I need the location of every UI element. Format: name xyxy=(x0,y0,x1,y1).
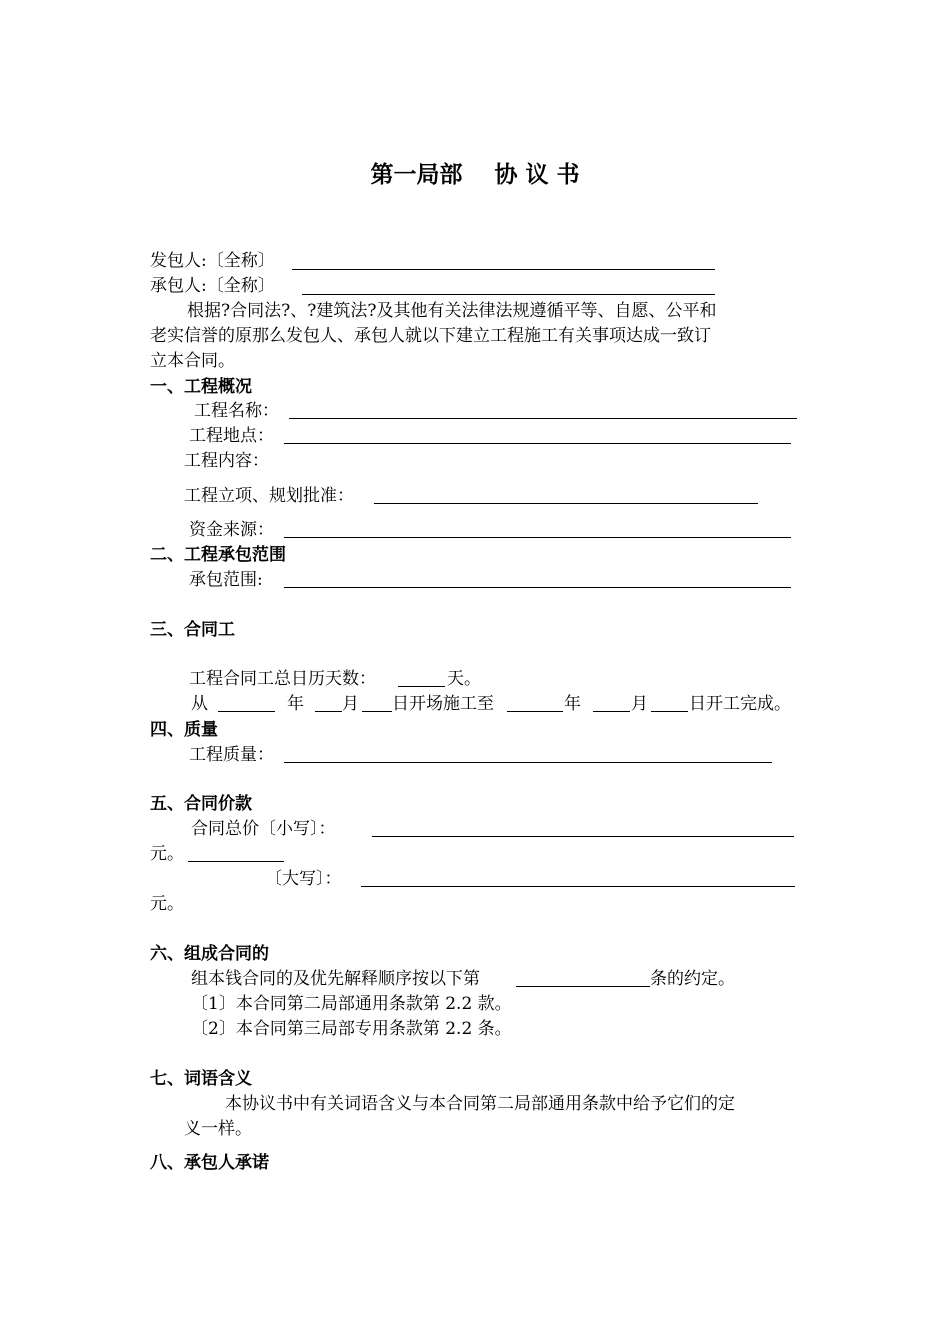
terms-line-2: 义一样。 xyxy=(184,1119,252,1139)
section-6-heading: 六、组成合同的 xyxy=(150,944,269,964)
quality-blank[interactable] xyxy=(284,762,772,763)
intro-line-1: 根据?合同法?、?建筑法?及其他有关法律法规遵循平等、自愿、公平和 xyxy=(187,301,717,321)
yuan-big: 元。 xyxy=(150,894,184,914)
project-approval-label: 工程立项、规划批准： xyxy=(184,486,354,506)
price-big-label: 〔大写〕： xyxy=(265,869,342,889)
end-text: 日开工完成。 xyxy=(689,694,791,714)
start-year-blank[interactable] xyxy=(218,711,275,712)
section-5-heading: 五、合同价款 xyxy=(150,794,252,814)
scope-blank[interactable] xyxy=(284,587,791,588)
yuan-small: 元。 xyxy=(150,844,184,864)
project-location-blank[interactable] xyxy=(284,443,791,444)
price-small-blank[interactable] xyxy=(372,836,794,837)
section-8-heading: 八、承包人承诺 xyxy=(150,1153,269,1173)
contractor-name-blank[interactable] xyxy=(302,294,715,295)
project-name-label: 工程名称： xyxy=(194,401,279,421)
total-days-blank[interactable] xyxy=(398,686,445,687)
quality-label: 工程质量： xyxy=(189,745,274,765)
contract-doc-item-2: 〔2〕本合同第三局部专用条款第 2.2 条。 xyxy=(191,1019,512,1039)
contract-doc-item-1: 〔1〕本合同第二局部通用条款第 2.2 款。 xyxy=(191,994,512,1014)
section-1-heading: 一、工程概况 xyxy=(150,377,252,397)
intro-line-3: 立本合同。 xyxy=(150,351,235,371)
price-small-label: 合同总价〔小写〕： xyxy=(191,819,336,839)
total-days-label: 工程合同工总日历天数： xyxy=(189,669,376,689)
end-day-blank[interactable] xyxy=(651,711,688,712)
project-name-blank[interactable] xyxy=(289,418,797,419)
start-month-label: 月 xyxy=(342,694,359,714)
end-year-blank[interactable] xyxy=(507,711,563,712)
end-month-label: 月 xyxy=(631,694,648,714)
project-location-label: 工程地点： xyxy=(189,426,274,446)
employer-name-blank[interactable] xyxy=(292,269,715,270)
section-7-heading: 七、词语含义 xyxy=(150,1069,252,1089)
start-year-label: 年 xyxy=(287,694,304,714)
price-big-blank[interactable] xyxy=(361,886,795,887)
end-year-label: 年 xyxy=(564,694,581,714)
contract-docs-blank[interactable] xyxy=(516,986,650,987)
contract-docs-text: 组本钱合同的及优先解释顺序按以下第 xyxy=(191,969,480,989)
days-unit: 天。 xyxy=(447,669,481,689)
start-month-blank[interactable] xyxy=(315,711,342,712)
end-month-blank[interactable] xyxy=(593,711,630,712)
document-title: 第一局部 协 议 书 xyxy=(370,162,580,188)
intro-line-2: 老实信誉的原那么发包人、承包人就以下建立工程施工有关事项达成一致订 xyxy=(150,326,711,346)
project-content-label: 工程内容： xyxy=(184,451,269,471)
price-small-continue-blank[interactable] xyxy=(188,861,284,862)
section-4-heading: 四、质量 xyxy=(150,720,218,740)
contractor-label: 承包人:〔全称〕 xyxy=(150,276,275,296)
contract-docs-text-end: 条的约定。 xyxy=(650,969,735,989)
terms-line-1: 本协议书中有关词语含义与本合同第二局部通用条款中给予它们的定 xyxy=(225,1094,735,1114)
start-text: 日开场施工至 xyxy=(392,694,494,714)
scope-label: 承包范围: xyxy=(189,570,263,590)
section-3-heading: 三、合同工 xyxy=(150,620,235,640)
from-label: 从 xyxy=(191,694,208,714)
project-approval-blank[interactable] xyxy=(374,503,758,504)
section-2-heading: 二、工程承包范围 xyxy=(150,545,286,565)
employer-label: 发包人:〔全称〕 xyxy=(150,251,275,271)
funds-source-label: 资金来源： xyxy=(189,520,274,540)
funds-source-blank[interactable] xyxy=(284,537,791,538)
start-day-blank[interactable] xyxy=(362,711,392,712)
